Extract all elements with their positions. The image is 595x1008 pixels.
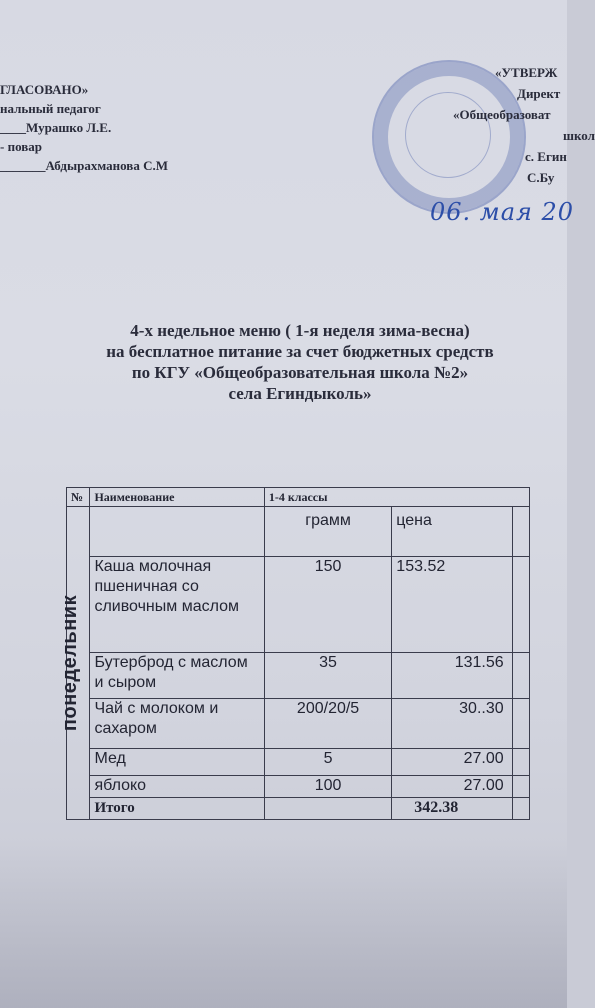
row-price: 30..30: [392, 699, 512, 749]
table-row: [67, 749, 530, 776]
row-name: Мед: [90, 749, 264, 776]
table-row: [67, 776, 530, 798]
handwritten-date: 06. мая 20: [430, 198, 575, 226]
table-total-row: [67, 798, 530, 820]
total-label: Итого: [90, 798, 264, 820]
row-extra: [512, 653, 529, 699]
row-price: 131.56: [392, 653, 512, 699]
menu-title: [60, 320, 540, 404]
left-line-4: - повар: [0, 139, 42, 154]
row-gram: 150: [264, 557, 391, 653]
table-row: [67, 557, 530, 653]
menu-table: [59, 487, 530, 820]
total-extra: [512, 798, 529, 820]
table-header-row: [67, 488, 530, 507]
subheader-price: цена: [392, 507, 512, 557]
title-line-1: 4-х недельное меню ( 1-я неделя зима-весна): [130, 321, 470, 340]
title-line-3: по КГУ «Общеобразовательная школа №2»: [131, 363, 469, 382]
row-gram: 100: [264, 776, 391, 798]
left-line-5: _______Абдырахманова С.М: [0, 158, 168, 173]
approval-block-right: [445, 62, 595, 188]
right-line-3: «Общеобразоват: [453, 107, 551, 122]
row-gram: 200/20/5: [264, 699, 391, 749]
row-gram: 35: [264, 653, 391, 699]
subheader-empty: [90, 507, 264, 557]
table-row: [67, 653, 530, 699]
total-value: 342.38: [392, 798, 512, 820]
row-extra: [512, 557, 529, 653]
table-subheader-row: [67, 507, 530, 557]
right-line-2: Директ: [517, 86, 561, 101]
title-line-4: села Егиндыколь»: [228, 384, 372, 403]
title-line-2: на бесплатное питание за счет бюджетных средств: [106, 342, 494, 361]
row-extra: [512, 749, 529, 776]
approval-block-left: [0, 80, 168, 175]
row-extra: [512, 699, 529, 749]
row-price: 153.52: [392, 557, 512, 653]
row-name: яблоко: [90, 776, 264, 798]
right-line-1: «УТВЕРЖ: [495, 65, 558, 80]
subheader-extra: [512, 507, 529, 557]
subheader-gram: грамм: [264, 507, 391, 557]
row-gram: 5: [264, 749, 391, 776]
right-line-6: С.Бу: [527, 170, 555, 185]
left-line-2: нальный педагог: [0, 101, 101, 116]
row-extra: [512, 776, 529, 798]
right-line-5: с. Егин: [525, 149, 567, 164]
total-gram-empty: [264, 798, 391, 820]
table-row: [67, 699, 530, 749]
day-label: понедельник: [59, 594, 81, 732]
header-number: №: [67, 488, 90, 507]
header-classes: 1-4 классы: [264, 488, 529, 507]
day-cell: [59, 507, 90, 820]
left-line-3: ____Мурашко Л.Е.: [0, 120, 112, 135]
photo-shadow: [0, 840, 567, 1008]
left-line-1: ГЛАСОВАНО»: [0, 82, 89, 97]
row-name: Каша молочная пшеничная со сливочным маслом: [90, 557, 264, 653]
header-name: Наименование: [90, 488, 264, 507]
right-line-4: школ: [563, 128, 595, 143]
row-price: 27.00: [392, 776, 512, 798]
row-price: 27.00: [392, 749, 512, 776]
row-name: Чай с молоком и сахаром: [90, 699, 264, 749]
row-name: Бутерброд с маслом и сыром: [90, 653, 264, 699]
